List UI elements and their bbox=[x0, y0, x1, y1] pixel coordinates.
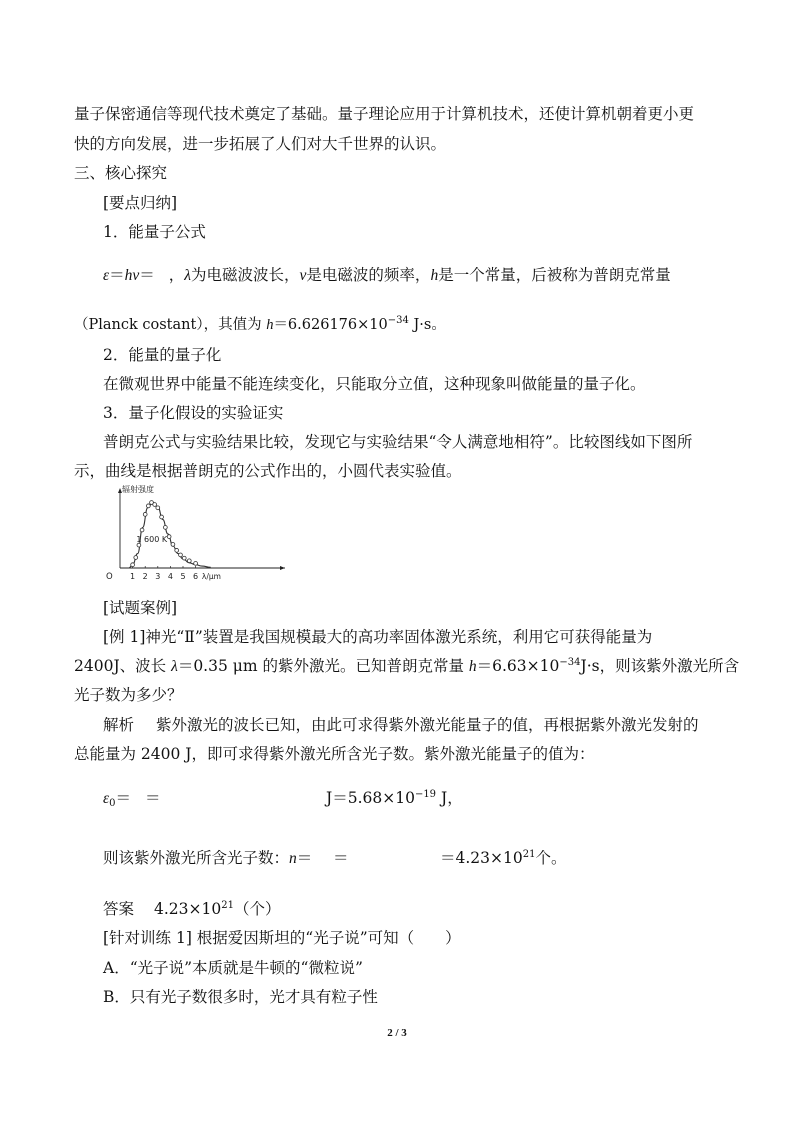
experiment-point bbox=[146, 504, 150, 508]
item3-line-1: 普朗克公式与实验结果比较，发现它与实验结果“令人满意地相符”。比较图线如下图所 bbox=[103, 433, 693, 451]
experiment-point bbox=[163, 526, 167, 530]
solution-label: 解析 bbox=[103, 716, 135, 734]
x-tick-label: 4 bbox=[167, 572, 173, 581]
item3-line-2: 示，曲线是根据普朗克的公式作出的，小圆代表实验值。 bbox=[74, 462, 462, 480]
answer-label: 答案 bbox=[103, 900, 135, 918]
experiment-point bbox=[187, 559, 191, 563]
solution-energy-line: $\varepsilon_0=$ bbox=[103, 789, 131, 809]
x-axis-label: λ/μm bbox=[201, 572, 221, 581]
key-points-title: [要点归纳] bbox=[103, 194, 178, 212]
example1-line-3: 光子数为多少？ bbox=[74, 686, 183, 704]
item3-heading: 3．量子化假设的实验证实 bbox=[103, 404, 284, 422]
training-line: [针对训练 1] 根据爱因斯坦的“光子说”可知（ ） bbox=[103, 929, 461, 947]
cases-title: [试题案例] bbox=[103, 599, 178, 617]
experiment-point bbox=[134, 556, 138, 560]
experiment-point bbox=[153, 503, 157, 507]
item2-heading: 2．能量的量子化 bbox=[103, 346, 222, 364]
x-tick-label: 2 bbox=[142, 572, 148, 581]
solution-line-2: 总能量为 2400 J，即可求得紫外激光所含光子数。紫外激光能量子的值为： bbox=[74, 745, 595, 763]
solution-energy-result: $J=5.68\times 10^{-19}$ J， bbox=[326, 789, 463, 807]
item1-heading: 1．能量子公式 bbox=[103, 223, 206, 241]
solution-count-result: $=4.23\times 10^{21}$个。 bbox=[440, 849, 567, 867]
paragraph-end-line-2: 快的方向发展，进一步拓展了人们对大千世界的认识。 bbox=[74, 135, 447, 153]
curve-annotation: 1 600 K bbox=[136, 535, 168, 544]
experiment-point bbox=[143, 512, 147, 516]
experiment-point bbox=[160, 515, 164, 519]
experiment-point bbox=[182, 556, 186, 560]
example1-line-1: [例 1]神光“Ⅱ”装置是我国规模最大的高功率固体激光系统，利用它可获得能量为 bbox=[103, 628, 653, 646]
paragraph-end-line-1: 量子保密通信等现代技术奠定了基础。量子理论应用于计算机技术，还使计算机朝着更小更 bbox=[74, 105, 695, 123]
experiment-point bbox=[179, 553, 183, 557]
solution-energy-eq2: ＝ bbox=[145, 789, 161, 807]
experiment-point bbox=[131, 563, 135, 567]
origin-label: O bbox=[106, 572, 113, 582]
answer-line: 答案 $4.23\times 10^{21}$（个） bbox=[103, 900, 281, 918]
planck-constant-line: （Planck costant），其值为 $h=6.626176\times 10^{-34}$ J·s。 bbox=[74, 315, 446, 333]
item2-text: 在微观世界中能量不能连续变化，只能取分立值，这种现象叫做能量的量子化。 bbox=[103, 375, 646, 393]
solution-line-1: 解析 紫外激光的波长已知，由此可求得紫外激光能量子的值，再根据紫外激光发射的 bbox=[103, 716, 699, 734]
experiment-point bbox=[175, 548, 179, 552]
x-tick-label: 5 bbox=[180, 572, 186, 581]
option-a: A．“光子说”本质就是牛顿的“微粒说” bbox=[103, 959, 363, 977]
epsilon-symbol: ε bbox=[103, 267, 110, 284]
option-b: B．只有光子数很多时，光才具有粒子性 bbox=[103, 988, 378, 1006]
x-tick-label: 1 bbox=[130, 572, 136, 581]
experiment-point bbox=[140, 528, 144, 532]
y-axis-label: 辐射强度 bbox=[122, 485, 154, 494]
experiment-point bbox=[194, 562, 198, 566]
solution-count-eq2: ＝ bbox=[333, 849, 349, 867]
x-tick-label: 6 bbox=[193, 572, 199, 581]
experiment-point bbox=[171, 543, 175, 547]
experiment-point bbox=[156, 506, 160, 510]
experiment-point bbox=[167, 535, 171, 539]
page-number: 2 / 3 bbox=[387, 1027, 407, 1039]
section-title: 三、核心探究 bbox=[74, 164, 168, 182]
radiation-chart bbox=[100, 484, 290, 586]
radiation-chart-svg bbox=[100, 484, 290, 586]
planck-formula-line: ε＝hν＝ ，λ为电磁波波长，ν是电磁波的频率，h是一个常量，后被称为普朗克常量 bbox=[103, 266, 671, 284]
example1-line-2: 2400J、波长 λ＝0.35 μm 的紫外激光。已知普朗克常量 $h=6.63\times 10^{-34}J\cdot s$，则该紫外激光所含 bbox=[74, 657, 740, 675]
x-axis-arrow bbox=[280, 566, 285, 570]
solution-count-line: 则该紫外激光所含光子数：n＝ bbox=[103, 849, 313, 867]
chart-labels-layer bbox=[106, 484, 221, 582]
x-tick-label: 3 bbox=[155, 572, 161, 581]
